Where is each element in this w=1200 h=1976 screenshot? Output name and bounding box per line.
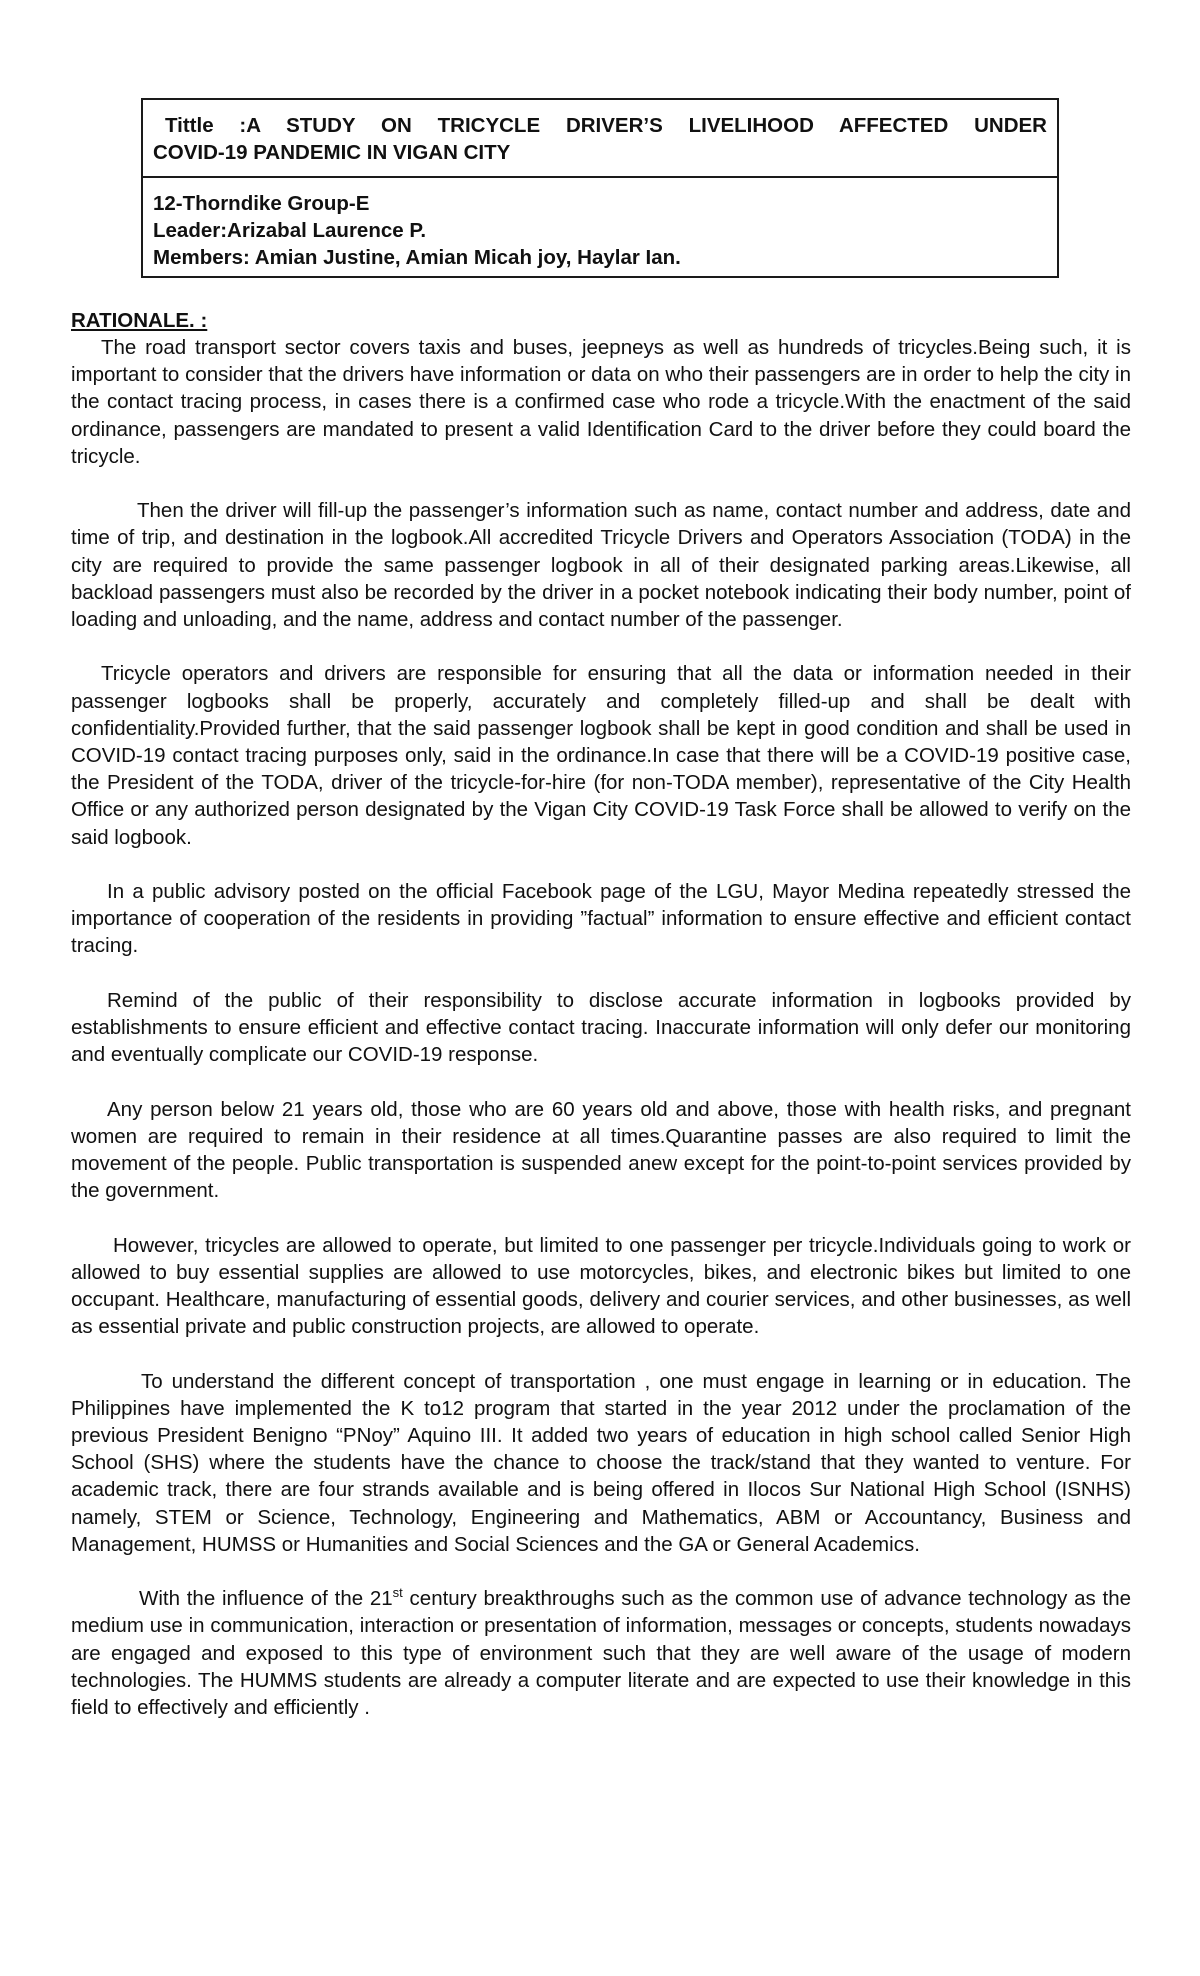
group-members: Members: Amian Justine, Amian Micah joy, Haylar Ian.: [153, 246, 681, 269]
rationale-body: [71, 334, 1131, 1748]
title-line-2: COVID-19 PANDEMIC IN VIGAN CITY: [153, 141, 511, 164]
title-cell: [143, 100, 1057, 178]
paragraph: However, tricycles are allowed to operate, but limited to one passenger per tricycle.Individuals going to work or allowed to buy essential supplies are allowed to use motorcycles, bikes, and electronic bikes but limited to one occupant. Healthcare, manufacturing of essential goods, delivery and courier services, and other businesses, as well as essential private and public construction projects, are allowed to operate.: [71, 1233, 1131, 1339]
paragraph: Tricycle operators and drivers are responsible for ensuring that all the data or information needed in their passenger logbooks shall be properly, accurately and completely filled-up and shall be dealt with confidentiality.Provided further, that the said passenger logbook shall be kept in good condition and shall be used in COVID-19 contact tracing purposes only, said in the ordinance.In case that there will be a COVID-19 positive case, the President of the TODA, driver of the tricycle-for-hire (for non-TODA member), representative of the City Health Office or any authorized person designated by the Vigan City COVID-19 Task Force shall be allowed to verify on the said logbook.: [71, 662, 1131, 849]
paragraph: Then the driver will fill-up the passenger’s information such as name, contact number and address, date and time of trip, and destination in the logbook.All accredited Tricycle Drivers and Operators Association (TODA) in the city are required to provide the same passenger logbook in all of their designated parking areas.Likewise, all backload passengers must also be recorded by the driver in a pocket notebook indicating their body number, point of loading and unloading, and the name, address and contact number of the passenger.: [71, 499, 1131, 632]
paragraph-text: century breakthroughs such as the common use of advance technology as the medium use in communication, interaction or presentation of information, messages or concepts, students nowadays are engaged and exposed to this type of environment such that they are well aware of the usage of modern technologies. The HUMMS students are already a computer literate and are expected to use their knowledge in this field to effectively and efficiently .: [71, 1587, 1131, 1720]
paragraph-text: With the influence of the 21: [139, 1587, 393, 1611]
paragraph: Any person below 21 years old, those who are 60 years old and above, those with health risks, and pregnant women are required to remain in their residence at all times.Quarantine passes are also required to limit the movement of the people. Public transportation is suspended anew except for the point-to-point services provided by the government.: [71, 1097, 1131, 1203]
group-name: 12-Thorndike Group-E: [153, 192, 370, 215]
group-leader: Leader:Arizabal Laurence P.: [153, 219, 427, 242]
paragraph: To understand the different concept of transportation , one must engage in learning or in education. The Philippines have implemented the K to12 program that started in the year 2012 under the proclamation of the previous President Benigno “PNoy” Aquino III. It added two years of education in high school called Senior High School (SHS) where the students have the chance to choose the track/stand that they wanted to venture. For academic track, there are four strands available and is being offered in Ilocos Sur National High School (ISNHS) namely, STEM or Science, Technology, Engineering and Mathematics, ABM or Accountancy, Business and Management, HUMSS or Humanities and Social Sciences and the GA or General Academics.: [71, 1369, 1131, 1556]
group-cell: [143, 178, 1057, 271]
paragraph: The road transport sector covers taxis and buses, jeepneys as well as hundreds of tricycles.Being such, it is important to consider that the drivers have information or data on who their passengers are in order to help the city in the contact tracing process, in cases there is a confirmed case who rode a tricycle.With the enactment of the said ordinance, passengers are mandated to present a valid Identification Card to the driver before they could board the tricycle.: [71, 336, 1131, 468]
paragraph: In a public advisory posted on the official Facebook page of the LGU, Mayor Medina repeatedly stressed the importance of cooperation of the residents in providing ”factual” information to ensure effective and efficient contact tracing.: [71, 880, 1131, 958]
paragraph-last: [71, 1585, 1131, 1721]
ordinal-suffix: st: [392, 1585, 403, 1601]
rationale-heading: RATIONALE. :: [71, 309, 208, 332]
title-line-1: Tittle :A STUDY ON TRICYCLE DRIVER’S LIVELIHOOD AFFECTED UNDER: [165, 114, 1047, 137]
title-box: [141, 98, 1059, 278]
paragraph: Remind of the public of their responsibility to disclose accurate information in logbooks provided by establishments to ensure efficient and effective contact tracing. Inaccurate information will only defer our monitoring and eventually complicate our COVID-19 response.: [71, 988, 1131, 1067]
